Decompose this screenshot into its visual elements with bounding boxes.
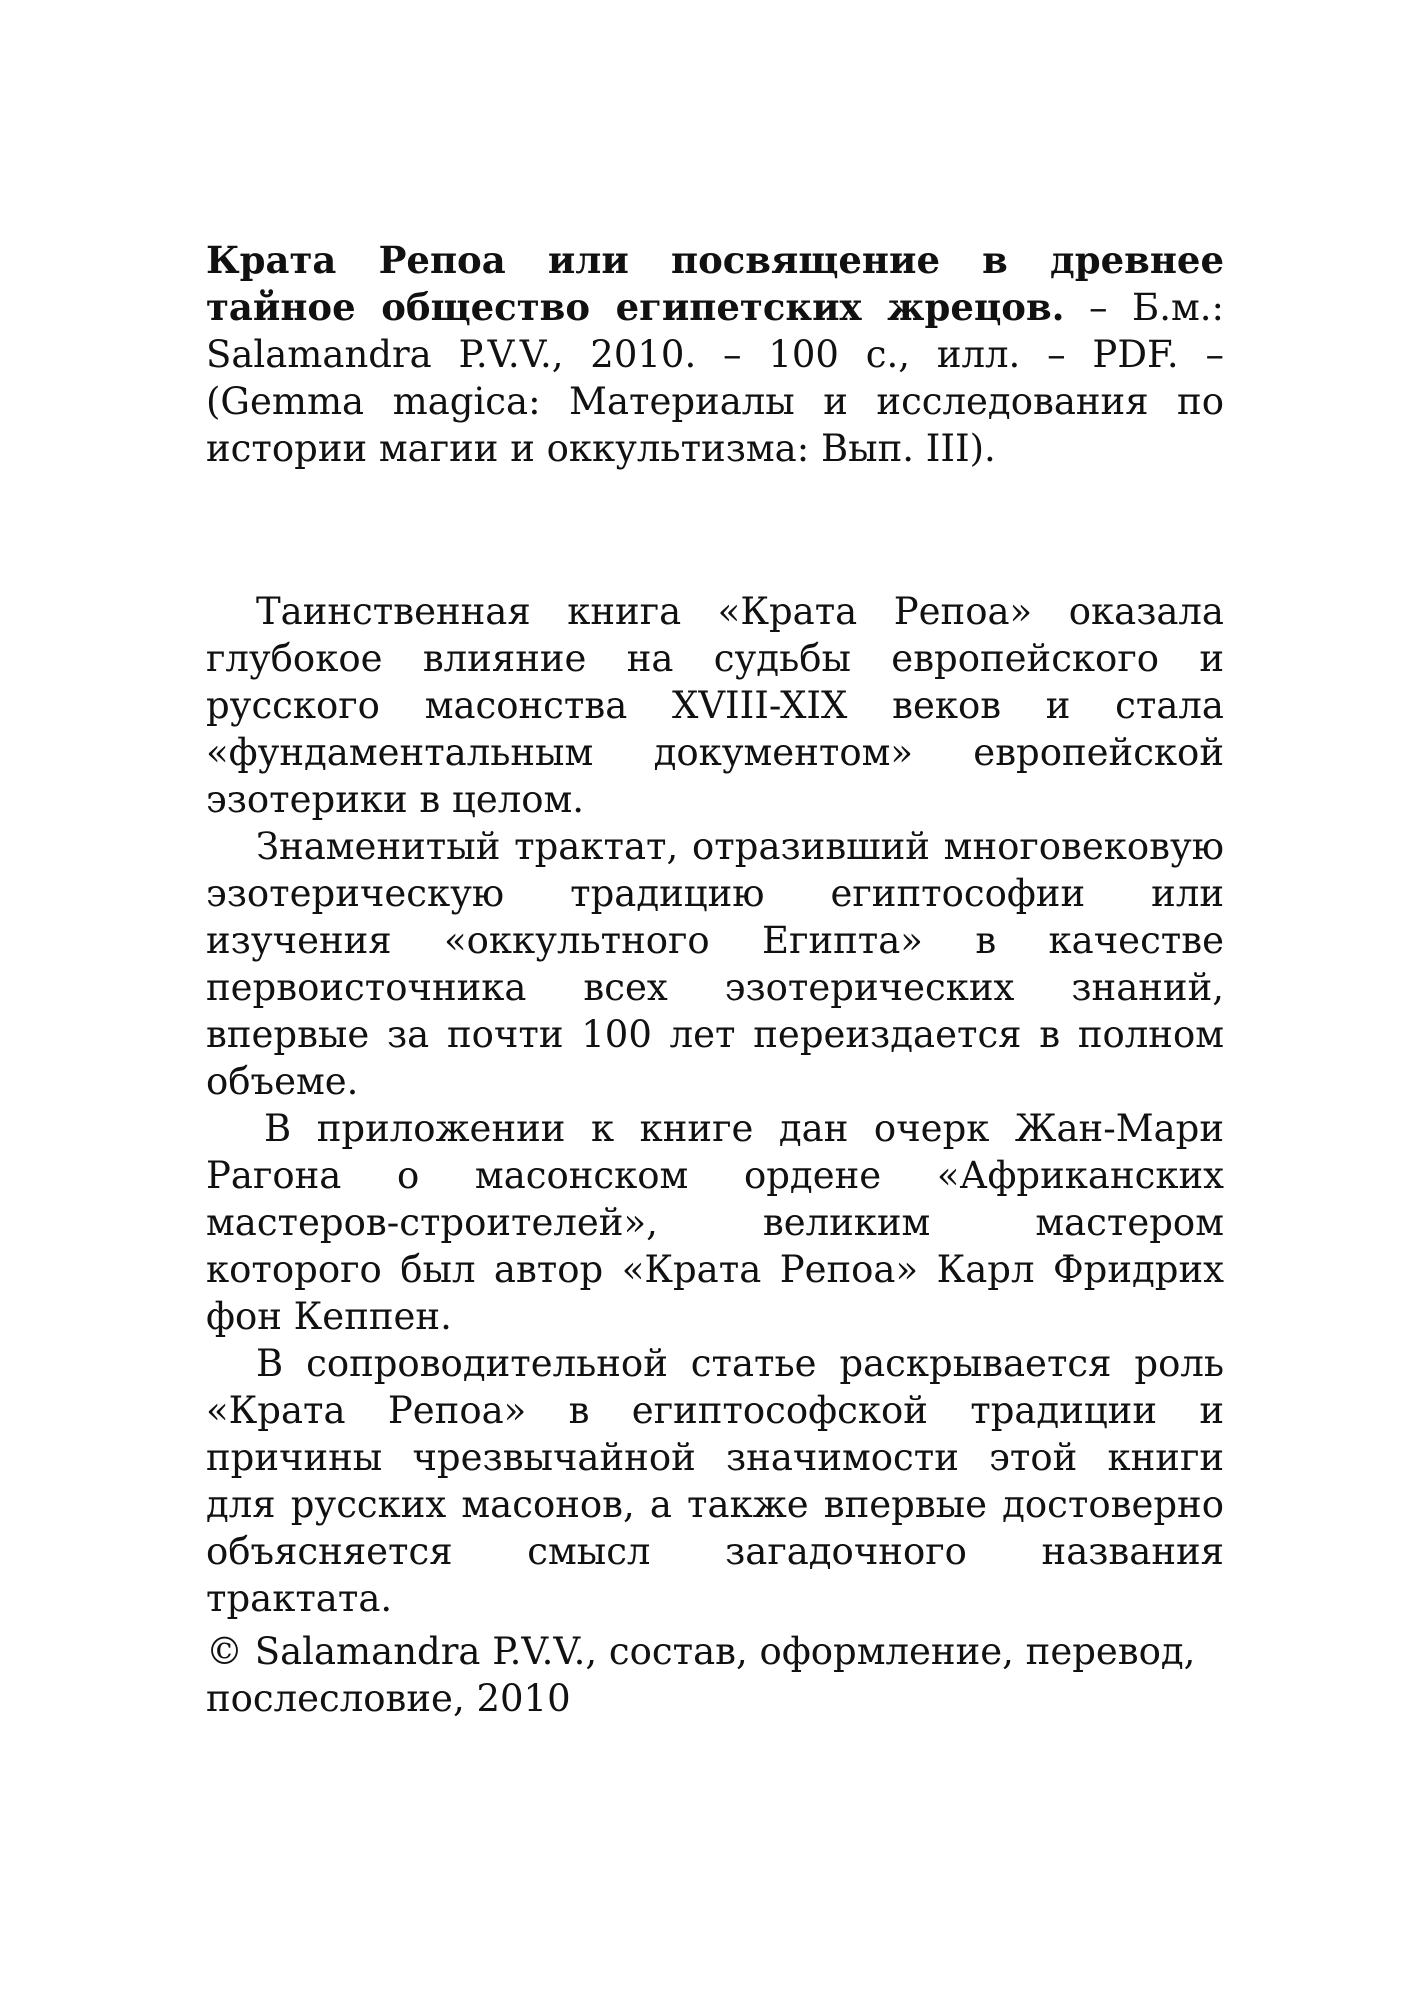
abstract-paragraph: Знаменитый трактат, отразивший многовековую эзотерическую традицию египтософии или изучения «оккультного Египта» в качестве первоисточника всех эзотерических знаний, впервые за почти 100 лет переиздается в полном объеме.	[206, 825, 1224, 1103]
document-page	[206, 0, 1224, 2008]
copyright-notice: © Salamandra P.V.V., состав, оформление, перевод, послесловие, 2010	[206, 1630, 1196, 1720]
abstract-paragraph: В приложении к книге дан очерк Жан-Мари Рагона о масонском ордене «Африканских мастеров-строителей», великим мастером которого был автор «Крата Репоа» Карл Фридрих фон Кеппен.	[206, 1107, 1224, 1338]
abstract-paragraph: Таинственная книга «Крата Репоа» оказала глубокое влияние на судьбы европейского и русского масонства XVIII-XIX веков и стала «фундаментальным документом» европейской эзотерики в целом.	[206, 590, 1224, 821]
bibliographic-record	[206, 237, 1224, 472]
book-title: Крата Репоа или посвящение в древнее тайное общество египетских жрецов.	[206, 238, 1224, 329]
bibliographic-details: – Б.м.: Salamandra P.V.V., 2010. – 100 с., илл. – PDF. – (Gemma magica: Материалы и исследования по истории магии и оккультизма: Вып. III).	[206, 286, 1224, 470]
abstract	[206, 588, 1224, 1622]
abstract-paragraph: В сопроводительной статье раскрывается роль «Крата Репоа» в египтософской традиции и причины чрезвычайной значимости этой книги для русских масонов, а также впервые достоверно объясняется смысл загадочного названия трактата.	[206, 1342, 1224, 1620]
